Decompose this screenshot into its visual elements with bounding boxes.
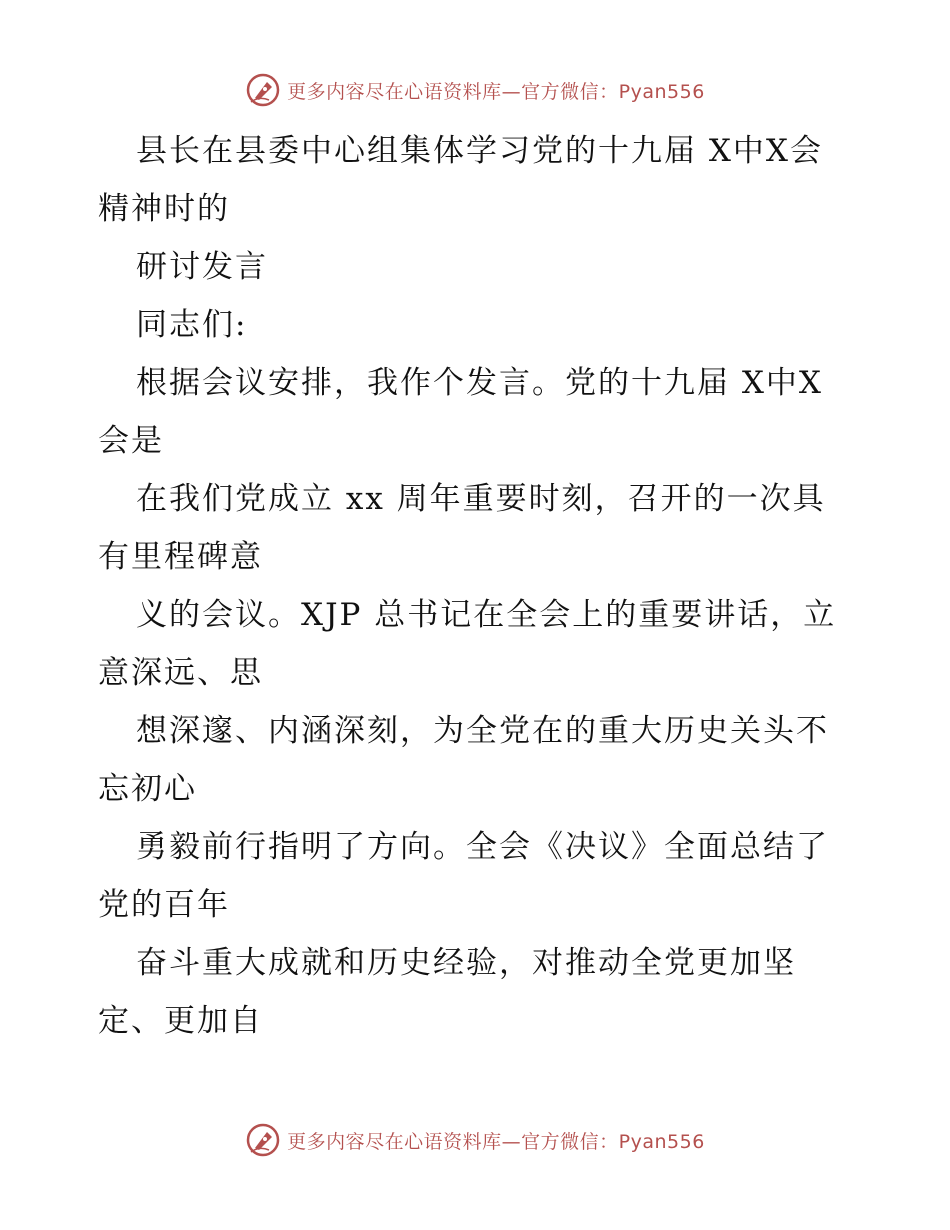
text-line: 在我们党成立 xx 周年重要时刻，召开的一次具 (136, 481, 826, 517)
text-line: 精神时的 (98, 191, 230, 227)
text-line: 县长在县委中心组集体学习党的十九届 X中X会 (136, 133, 823, 169)
text-line: 定、更加自 (98, 1003, 263, 1039)
text-line: 忘初心 (98, 771, 197, 807)
text-line: 党的百年 (98, 887, 230, 923)
text-line: 义的会议。XJP 总书记在全会上的重要讲话，立 (136, 597, 837, 633)
header-banner-text: 更多内容尽在心语资料库—官方微信：Pyan556 (287, 80, 705, 103)
text-line: 意深远、思 (98, 655, 263, 691)
footer-banner-text: 更多内容尽在心语资料库—官方微信：Pyan556 (287, 1130, 705, 1153)
text-line: 研讨发言 (136, 249, 268, 285)
text-line: 想深邃、内涵深刻，为全党在的重大历史关头不 (136, 713, 829, 749)
text-line: 根据会议安排，我作个发言。党的十九届 X中X (136, 365, 823, 401)
pen-nib-circle-icon (245, 1122, 281, 1158)
document-body (0, 122, 950, 1050)
footer-banner (0, 1118, 950, 1162)
text-line: 同志们: (136, 307, 248, 343)
text-line: 会是 (98, 423, 164, 459)
text-line: 勇毅前行指明了方向。全会《决议》全面总结了 (136, 829, 829, 865)
text-line: 有里程碑意 (98, 539, 263, 575)
header-banner (0, 68, 950, 112)
pen-nib-circle-icon (245, 72, 281, 108)
text-line: 奋斗重大成就和历史经验，对推动全党更加坚 (136, 945, 796, 981)
